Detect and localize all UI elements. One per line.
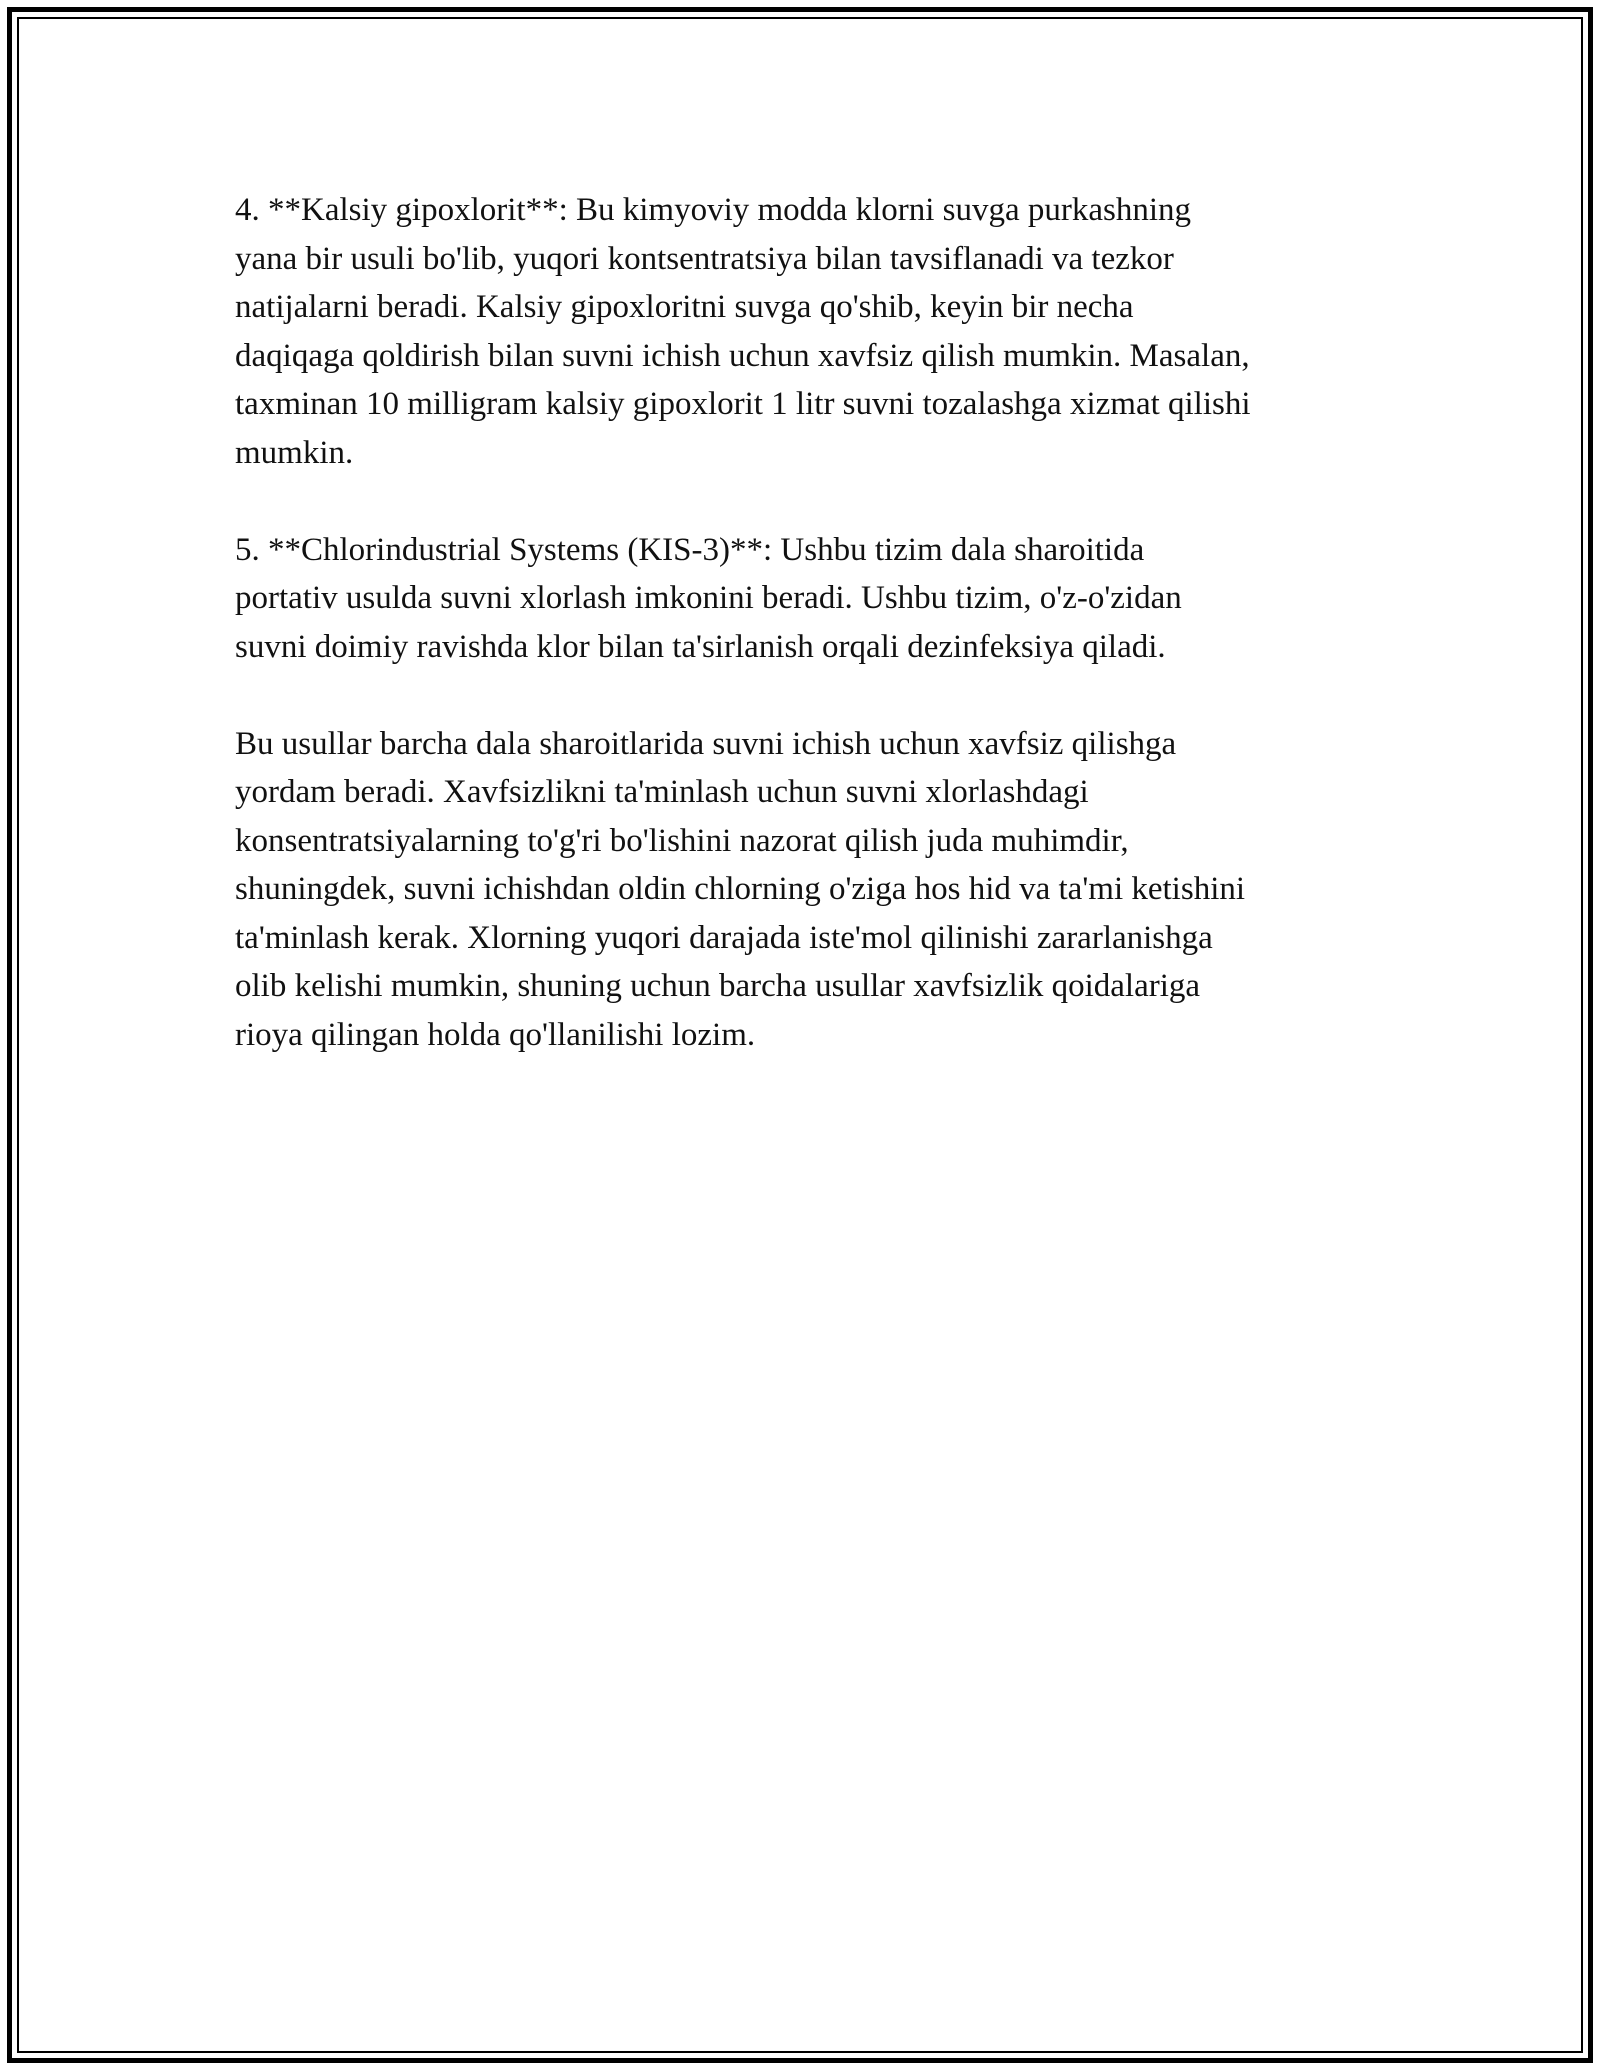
document-body — [235, 186, 1375, 1108]
paragraph-chlorindustrial-systems: 5. **Chlorindustrial Systems (KIS-3)**: Ushbu tizim dala sharoitida portativ usulda suvni xlorlash imkonini beradi. Ushbu tizim, o'z-o'zidan suvni doimiy ravishda klor bilan ta'sirlanish orqali dezinfeksiya qiladi. — [235, 531, 1182, 665]
paragraph-conclusion: Bu usullar barcha dala sharoitlarida suvni ichish uchun xavfsiz qilishga yordam beradi. Xavfsizlikni ta'minlash uchun suvni xlorlashdagi konsentratsiyalarning to'g'ri bo'lishini nazorat qilish juda muhimdir, shuningdek, suvni ichishdan oldin chlorning o'ziga hos hid va ta'mi ketishini ta'minlash kerak. Xlorning yuqori darajada iste'mol qilinishi zararlanishga olib kelishi mumkin, shuning uchun barcha usullar xavfsizlik qoidalariga rioya qilingan holda qo'llanilishi lozim. — [235, 725, 1246, 1053]
paragraph-calcium-hypochlorite: 4. **Kalsiy gipoxlorit**: Bu kimyoviy modda klorni suvga purkashning yana bir usuli bo'lib, yuqori kontsentratsiya bilan tavsiflanadi va tezkor natijalarni beradi. Kalsiy gipoxloritni suvga qo'shib, keyin bir necha daqiqaga qoldirish bilan suvni ichish uchun xavfsiz qilish mumkin. Masalan, taxminan 10 milligram kalsiy gipoxlorit 1 litr suvni tozalashga xizmat qilishi mumkin. — [235, 192, 1251, 471]
